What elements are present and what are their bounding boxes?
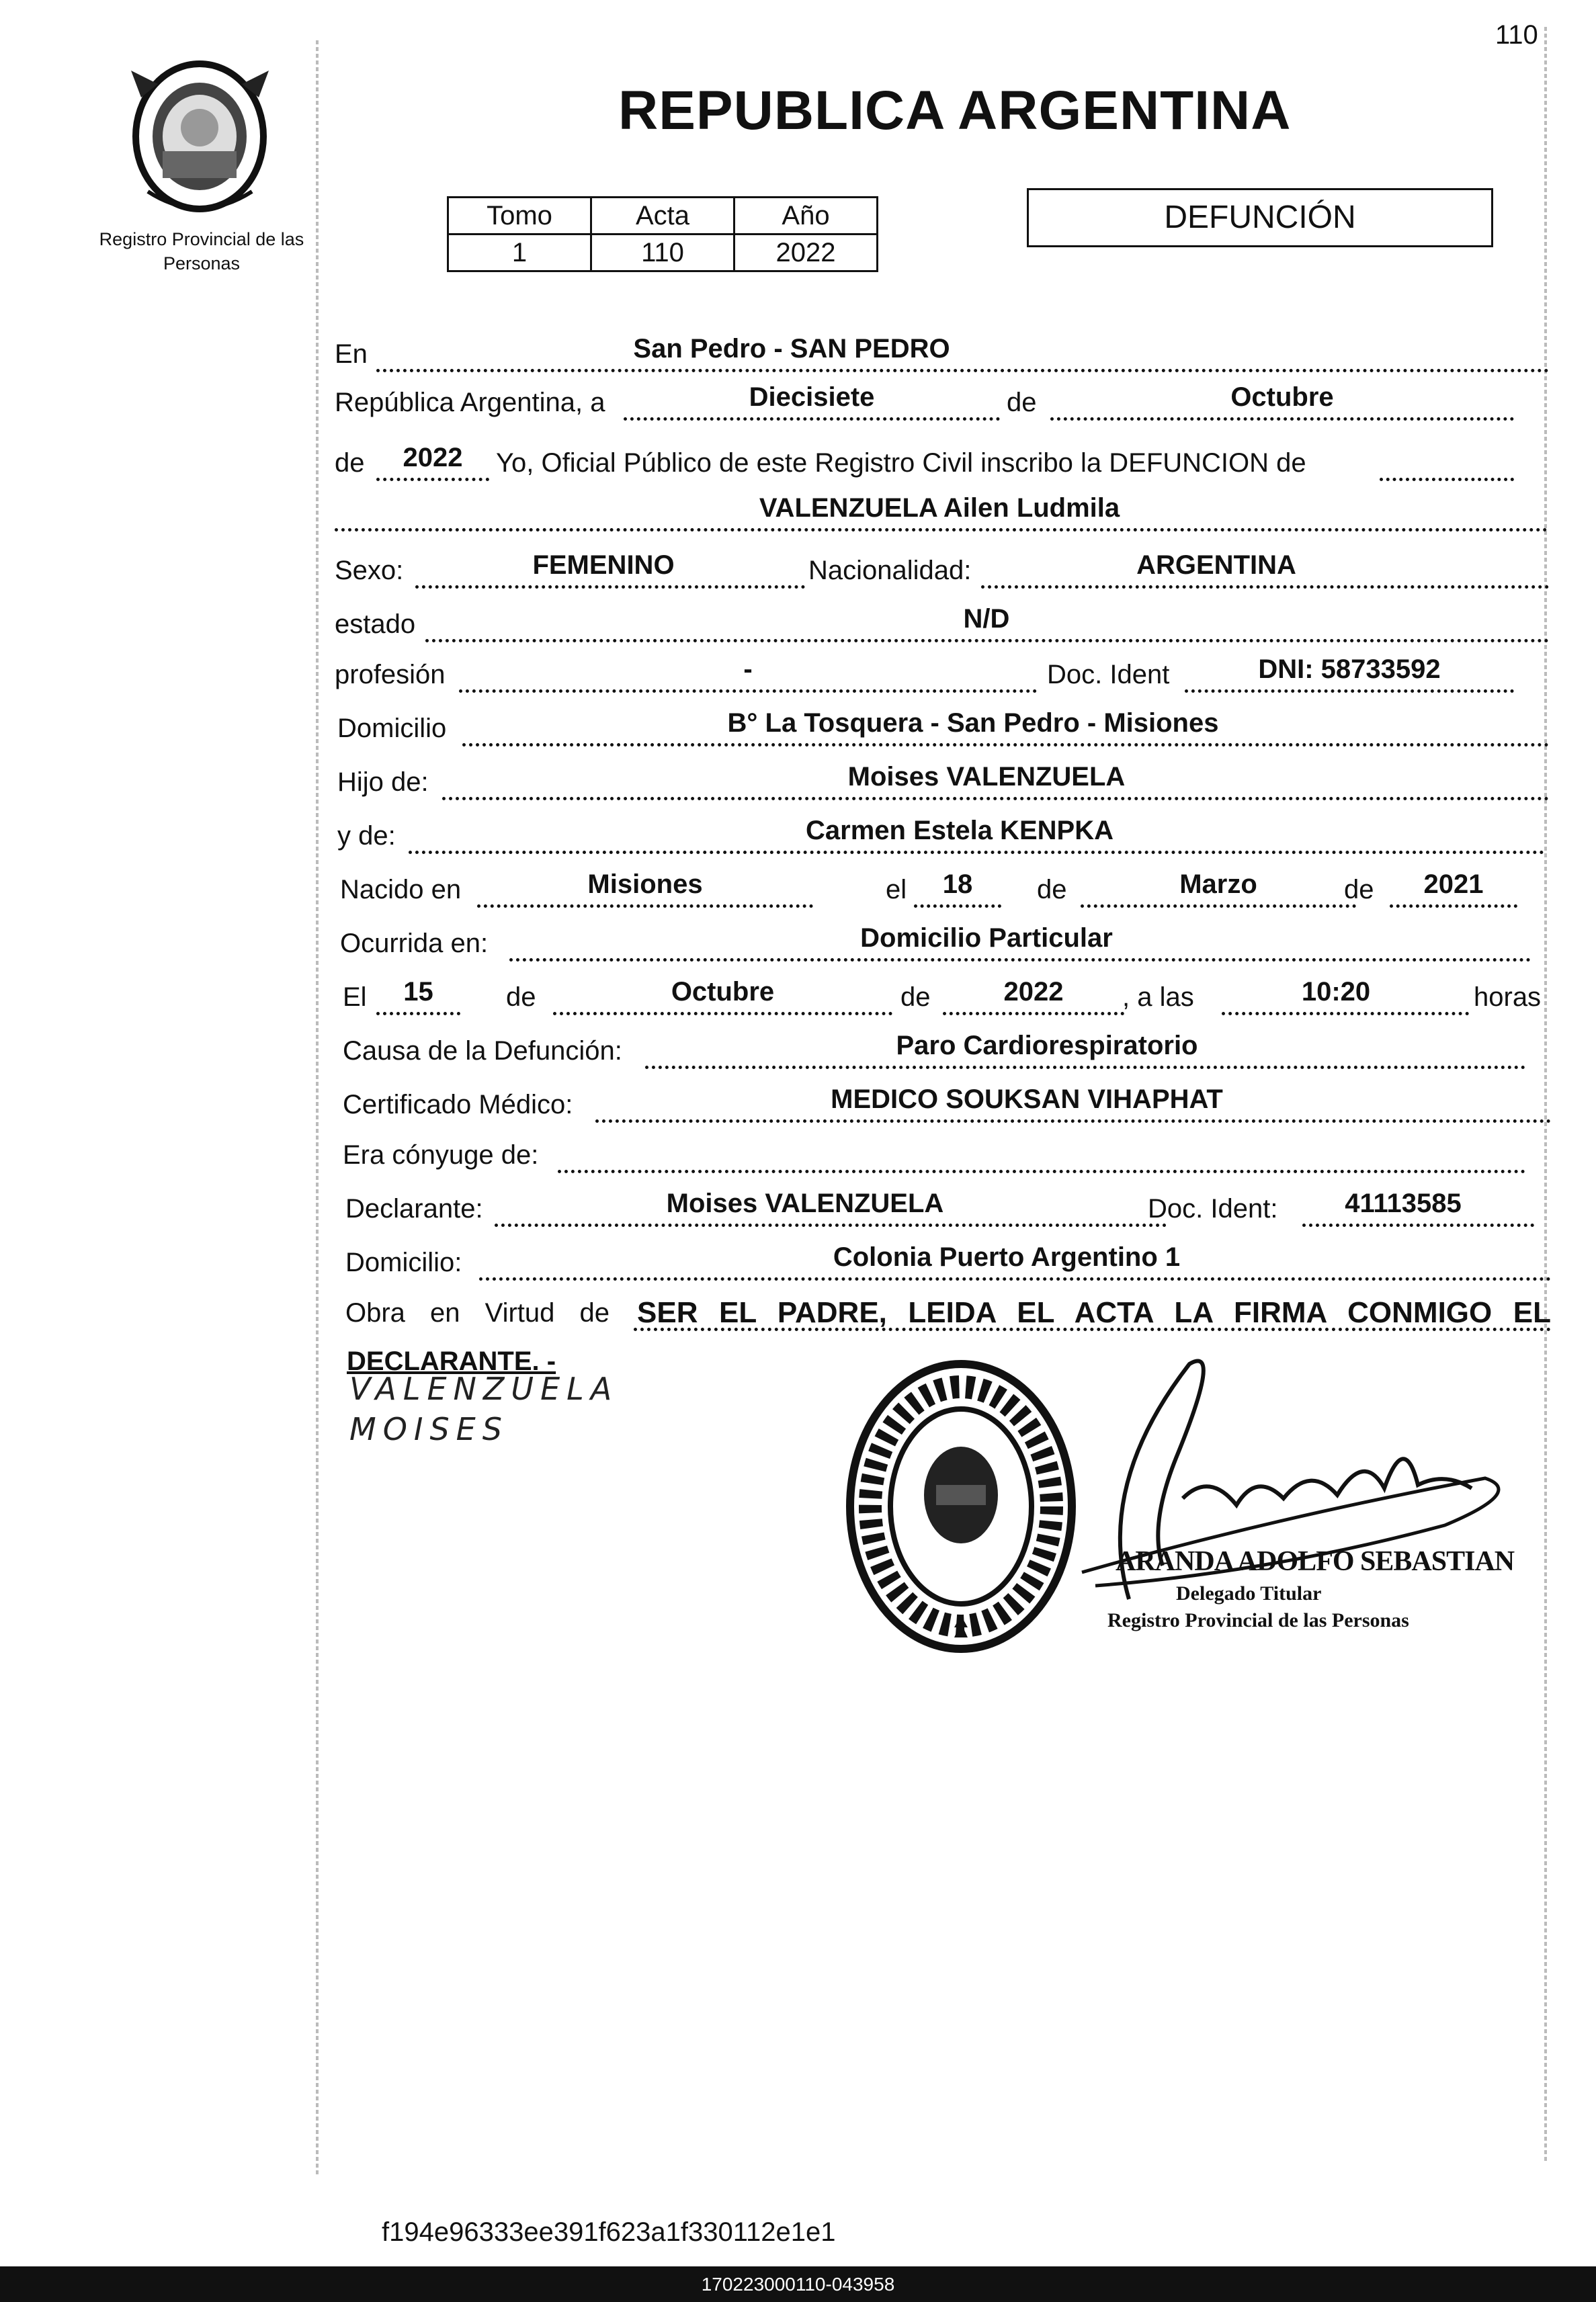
nacido-mes: Marzo: [1179, 869, 1257, 899]
signatory-role: Delegado Titular: [1176, 1582, 1322, 1605]
dotted-line: [558, 1170, 1525, 1173]
dotted-line: [1302, 1224, 1534, 1227]
dotted-line: [1380, 478, 1514, 481]
dotted-line: [376, 369, 1549, 372]
signatory-org: Registro Provincial de las Personas: [1107, 1609, 1409, 1631]
page-number: 110: [1495, 20, 1538, 50]
document-type-box: DEFUNCIÓN: [1027, 188, 1493, 247]
dotted-line: [442, 797, 1549, 800]
row-domicilio-declarante: [335, 1236, 1554, 1283]
row-y-de: [335, 810, 1554, 857]
dotted-line: [914, 904, 1001, 908]
row-declarante: [335, 1183, 1554, 1230]
doc-value: DNI: 58733592: [1258, 654, 1441, 684]
page-title: REPUBLICA ARGENTINA: [618, 80, 1292, 141]
header-tomo: Tomo: [448, 198, 591, 235]
de-label: de: [335, 448, 365, 478]
dotted-line: [376, 478, 489, 481]
certificado-label: Certificado Médico:: [343, 1090, 573, 1119]
dotted-line: [1185, 689, 1514, 693]
estado-value: N/D: [963, 604, 1010, 634]
y-de-label: y de:: [337, 821, 396, 851]
dotted-line: [495, 1224, 1167, 1227]
dotted-line: [553, 1012, 892, 1015]
row-conyuge: [335, 1129, 1554, 1176]
ocurrida-label: Ocurrida en:: [340, 929, 489, 958]
nacionalidad-label: Nacionalidad:: [808, 556, 972, 585]
dotted-line: [645, 1066, 1525, 1069]
dotted-line: [477, 904, 813, 908]
fallec-anio: 2022: [1003, 977, 1064, 1007]
el-label: El: [343, 982, 367, 1012]
value-acta: 110: [591, 235, 734, 271]
profesion-value: -: [743, 654, 753, 684]
dotted-line: [425, 639, 1549, 642]
document-hash: f194e96333ee391f623a1f330112e1e1: [382, 2217, 836, 2247]
row-nacimiento: [335, 863, 1554, 910]
obra-text-2: DECLARANTE. -: [347, 1347, 556, 1376]
year-value: 2022: [403, 443, 463, 472]
nacido-anio: 2021: [1423, 869, 1484, 899]
de-label: de: [1344, 875, 1374, 904]
value-tomo: 1: [448, 235, 591, 271]
el-label: el: [886, 875, 907, 904]
dotted-line: [1222, 1012, 1469, 1015]
dotted-line: [981, 585, 1549, 589]
header-anio: Año: [734, 198, 878, 235]
doc-label: Doc. Ident: [1047, 660, 1170, 689]
record-table: [447, 196, 878, 272]
dotted-line: [1081, 904, 1356, 908]
row-en: [335, 328, 1554, 375]
row-hijo-de: [335, 756, 1554, 803]
header-acta: Acta: [591, 198, 734, 235]
handwritten-surname: VALENZUELA: [349, 1371, 619, 1407]
row-fecha-inscripcion: [335, 376, 1554, 423]
hijo-label: Hijo de:: [337, 767, 429, 797]
value-anio: 2022: [734, 235, 878, 271]
deceased-name: VALENZUELA Ailen Ludmila: [759, 493, 1120, 523]
handwritten-firstname: MOISES: [349, 1411, 509, 1447]
domicilio-value: B° La Tosquera - San Pedro - Misiones: [727, 708, 1219, 738]
record-table-header: [448, 198, 878, 235]
sexo-value: FEMENINO: [532, 550, 675, 580]
row-causa: [335, 1025, 1554, 1072]
row-profesion: [335, 648, 1554, 695]
row-fecha-defuncion: [335, 971, 1554, 1018]
de-label: de: [1037, 875, 1067, 904]
dotted-line: [943, 1012, 1124, 1015]
domicilio-declarante-value: Colonia Puerto Argentino 1: [833, 1242, 1181, 1272]
row-ocurrida: [335, 917, 1554, 964]
nacido-dia: 18: [942, 869, 973, 899]
de-label: de: [506, 982, 536, 1012]
declarante-label: Declarante:: [345, 1194, 483, 1224]
dotted-line: [335, 528, 1548, 531]
dotted-line: [595, 1119, 1551, 1123]
footer-code: 170223000110-043958: [0, 2266, 1596, 2302]
record-table-values: [448, 235, 878, 271]
dotted-line: [376, 1012, 460, 1015]
dotted-line: [479, 1277, 1551, 1281]
en-value: San Pedro - SAN PEDRO: [633, 334, 950, 364]
causa-value: Paro Cardiorespiratorio: [896, 1031, 1198, 1060]
statement-text: Yo, Oficial Público de este Registro Civil inscribo la DEFUNCION de: [496, 448, 1306, 478]
domicilio-declarante-label: Domicilio:: [345, 1248, 462, 1277]
fallec-dia: 15: [403, 977, 433, 1007]
left-margin-line: [316, 40, 319, 2177]
dotted-line: [459, 689, 1037, 693]
month-text: Octubre: [1230, 382, 1334, 412]
signatory-name: ARANDA ADOLFO SEBASTIAN: [1116, 1546, 1515, 1577]
dotted-line: [1390, 904, 1517, 908]
certificado-value: MEDICO SOUKSAN VIHAPHAT: [831, 1084, 1223, 1114]
doc-ident-value: 41113585: [1345, 1189, 1462, 1218]
declarante-value: Moises VALENZUELA: [666, 1189, 944, 1218]
registry-stamp: [843, 1357, 1079, 1656]
sexo-label: Sexo:: [335, 556, 404, 585]
domicilio-label: Domicilio: [337, 714, 447, 743]
de-label: de: [900, 982, 931, 1012]
row-certificado: [335, 1078, 1554, 1125]
en-label: En: [335, 339, 368, 369]
obra-text-1: SER EL PADRE, LEIDA EL ACTA LA FIRMA CONMIGO EL: [637, 1296, 1551, 1329]
day-text: Diecisiete: [749, 382, 875, 412]
de-label: de: [1007, 388, 1037, 417]
a-las-label: , a las: [1122, 982, 1194, 1012]
padre-value: Moises VALENZUELA: [847, 762, 1126, 792]
row-statement: [335, 437, 1554, 484]
causa-label: Causa de la Defunción:: [343, 1036, 622, 1066]
nacido-lugar: Misiones: [587, 869, 703, 899]
madre-value: Carmen Estela KENPKA: [806, 816, 1114, 845]
logo-caption: Registro Provincial de las Personas: [99, 229, 304, 273]
estado-label: estado: [335, 609, 416, 639]
dotted-line: [462, 743, 1549, 747]
row-sexo: [335, 544, 1554, 591]
republica-label: República Argentina, a: [335, 388, 605, 417]
dotted-line: [409, 851, 1544, 854]
horas-label: horas: [1474, 982, 1542, 1012]
dotted-line: [415, 585, 805, 589]
row-domicilio: [335, 702, 1554, 749]
fallec-mes: Octubre: [671, 977, 775, 1007]
dotted-line: [509, 958, 1531, 962]
nacido-label: Nacido en: [340, 875, 462, 904]
misiones-seal-logo: [128, 57, 272, 215]
ocurrida-value: Domicilio Particular: [860, 923, 1113, 953]
dotted-line: [624, 417, 1000, 421]
row-deceased-name: [335, 487, 1554, 534]
hora-value: 10:20: [1301, 977, 1371, 1007]
row-obra: [335, 1287, 1554, 1334]
nacionalidad-value: ARGENTINA: [1136, 550, 1296, 580]
row-estado: [335, 598, 1554, 645]
profesion-label: profesión: [335, 660, 446, 689]
obra-label: Obra en Virtud de: [345, 1298, 610, 1328]
conyuge-label: Era cónyuge de:: [343, 1140, 539, 1170]
doc-ident-label: Doc. Ident:: [1148, 1194, 1278, 1224]
dotted-line: [1050, 417, 1514, 421]
